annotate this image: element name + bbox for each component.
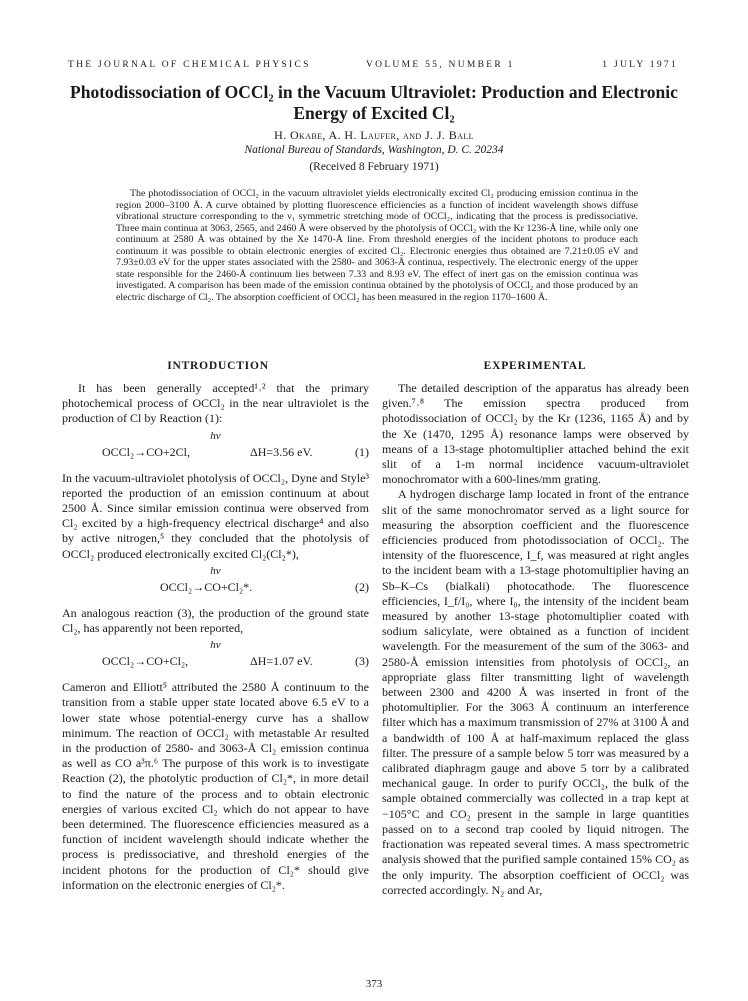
experimental-column <box>382 381 689 898</box>
journal-name: THE JOURNAL OF CHEMICAL PHYSICS <box>68 60 311 70</box>
author-affiliation: National Bureau of Standards, Washington, D. C. 20234 <box>244 144 504 156</box>
equation-2 <box>62 564 369 600</box>
equation-1-formula: OCCl₂→CO+2Cl, <box>102 444 190 459</box>
photon-symbol: hν <box>210 429 221 442</box>
issue-date: 1 JULY 1971 <box>602 60 678 70</box>
intro-paragraph-4: Cameron and Elliott⁵ attributed the 2580 Å continuum to the transition from a stable upper state located above 6.5 eV to a lower state whose potential-energy curve has a shallow minimum. The reaction of OCCl₂ with metastable Ar resulted in the production of 2580- and 3063-Å Cl₂ emission continua as well as CO a³π.⁶ The purpose of this work is to investigate Reaction (2), the photolytic production of Cl₂*, in more detail to find the nature of the process and to obtain electronic energies of various excited Cl₂ which do not appear to have been determined. The fluorescence efficiencies measured as a function of incident wavelength should indicate whether the process is predissociative, and threshold energies of the incident photons for the production of Cl₂* should give information on the electronic energies of Cl₂*. <box>62 680 369 892</box>
article-authors: H. Okabe, A. H. Laufer, and J. J. Ball <box>274 128 474 142</box>
photon-symbol: hν <box>210 564 221 577</box>
equation-2-formula: OCCl₂→CO+Cl₂*. <box>160 579 253 594</box>
equation-1-enthalpy: ΔH=3.56 eV. <box>250 444 313 459</box>
article-title: Photodissociation of OCCl₂ in the Vacuum Ultraviolet: Production and Electronic Energy of Excited Cl₂ <box>70 82 678 123</box>
received-date: (Received 8 February 1971) <box>309 161 439 173</box>
intro-paragraph-2: In the vacuum-ultraviolet photolysis of OCCl₂, Dyne and Style³ reported the production of an emission continuum at about 2500 Å. Since similar emission continua were observed from Cl₂ excited by a high-frequency electrical discharge⁴ and also by active nitrogen,⁵ they concluded that the photolysis of OCCl₂ produced electronically excited Cl₂(Cl₂*), <box>62 470 369 561</box>
abstract: The photodissociation of OCCl₂ in the vacuum ultraviolet yields electronically excited Cl₂ producing emission continua in the region 2000–3100 Å. A curve obtained by plotting fluorescence efficiencies as a function of incident wavelength shows diffuse vibrational structure corresponding to the ν₁ symmetric stretching mode of OCCl₂, indicating that the process is predissociative. Three main continua at 3063, 2565, and 2460 Å were observed by the photolysis of OCCl₂ with the Kr 1236-Å line, while only one continuum at 2580 Å was obtained by the Xe 1470-Å line. From threshold energies of the incident photons to produce each continuum it was possible to obtain electronic energies of excited Cl₂. Electronic energies thus obtained are 7.21±0.05 eV and 7.93±0.03 eV for the upper states associated with the 2580- and 3063-Å continua, respectively. The electronic energy of the upper state responsible for the 2460-Å continuum lies between 7.33 and 8.93 eV. The effect of inert gas on the emission continua was investigated. A comparison has been made of the emission continua obtained by the photolysis of OCCl₂ and those produced by an electric discharge of Cl₂. The absorption coefficient of OCCl₂ has been measured in the region 1170–1600 Å. <box>116 188 638 303</box>
equation-3 <box>62 638 369 674</box>
equation-3-formula: OCCl₂→CO+Cl₂, <box>102 654 189 669</box>
running-head <box>68 60 678 74</box>
equation-2-number: (2) <box>355 579 369 594</box>
volume-number: VOLUME 55, NUMBER 1 <box>366 60 515 70</box>
introduction-heading: INTRODUCTION <box>167 360 269 372</box>
page-number: 373 <box>365 978 383 990</box>
experimental-paragraph-1: The detailed description of the apparatus has already been given.⁷˒⁸ The emission spectra produced from photodissociation of OCCl₂ by the Kr (1236, 1165 Å) and by the Xe (1470, 1295 Å) resonance lamps were observed by means of a 13-stage photomultiplier attached behind the exit slit of a 1-m normal incidence vacuum-ultraviolet monochromator with a 600-lines/mm grating. <box>382 381 689 487</box>
photon-symbol: hν <box>210 639 221 652</box>
introduction-column <box>62 381 369 893</box>
intro-paragraph-3: An analogous reaction (3), the production of the ground state Cl₂, has apparently not been reported, <box>62 605 369 636</box>
equation-3-enthalpy: ΔH=1.07 eV. <box>250 654 313 669</box>
equation-1 <box>62 429 369 465</box>
intro-paragraph-1: It has been generally accepted¹˒² that the primary photochemical process of OCCl₂ in the near ultraviolet is the production of Cl by Reaction (1): <box>62 381 369 426</box>
experimental-heading: EXPERIMENTAL <box>483 360 587 372</box>
equation-3-number: (3) <box>355 654 369 669</box>
experimental-paragraph-2: A hydrogen discharge lamp located in front of the entrance slit of the same monochromator served as a light source for measuring the absorption coefficient and the fluorescence efficiencies produced from photodissociation of OCCl₂. The intensity of the fluorescence, I_f, was measured at right angles to the incident beam with a 13-stage photomultiplier having an Sb–K–Cs (bialkali) photocathode. The fluorescence efficiencies, I_f/I₀, where I₀, the intensity of the incident beam measured by another 13-stage photomultiplier coated with sodium salicylate, were obtained as a function of incident wavelength. For the measurement of the sum of the 3063- and 2580-Å emission intensities from photolysis of OCCl₂, an appropriate glass filter transmitting light of wavelength between 2300 and 4200 Å was inserted in front of the photomultiplier. For the 3063 Å continuum an interference filter which has a maximum transmission of 27% at 3100 Å and a bandwidth of 100 Å at half-maximum replaced the glass filter. The pressure of a sample below 5 torr was measured by a calibrated diaphragm gauge and above 5 torr by a calibrated mechanical gauge. In order to purify OCCl₂, the bulk of the sample obtained commercially was collected in a trap kept at −105°C and CO₂ present in the sample in large quantities passed on to a second trap cooled by liquid nitrogen. The fractionation was repeated several times. A mass spectrometric analysis showed that the purified sample contained 15% CO₂ as the only impurity. The absorption coefficient of OCCl₂ was corrected accordingly. N₂ and Ar, <box>382 487 689 897</box>
equation-1-number: (1) <box>355 444 369 459</box>
